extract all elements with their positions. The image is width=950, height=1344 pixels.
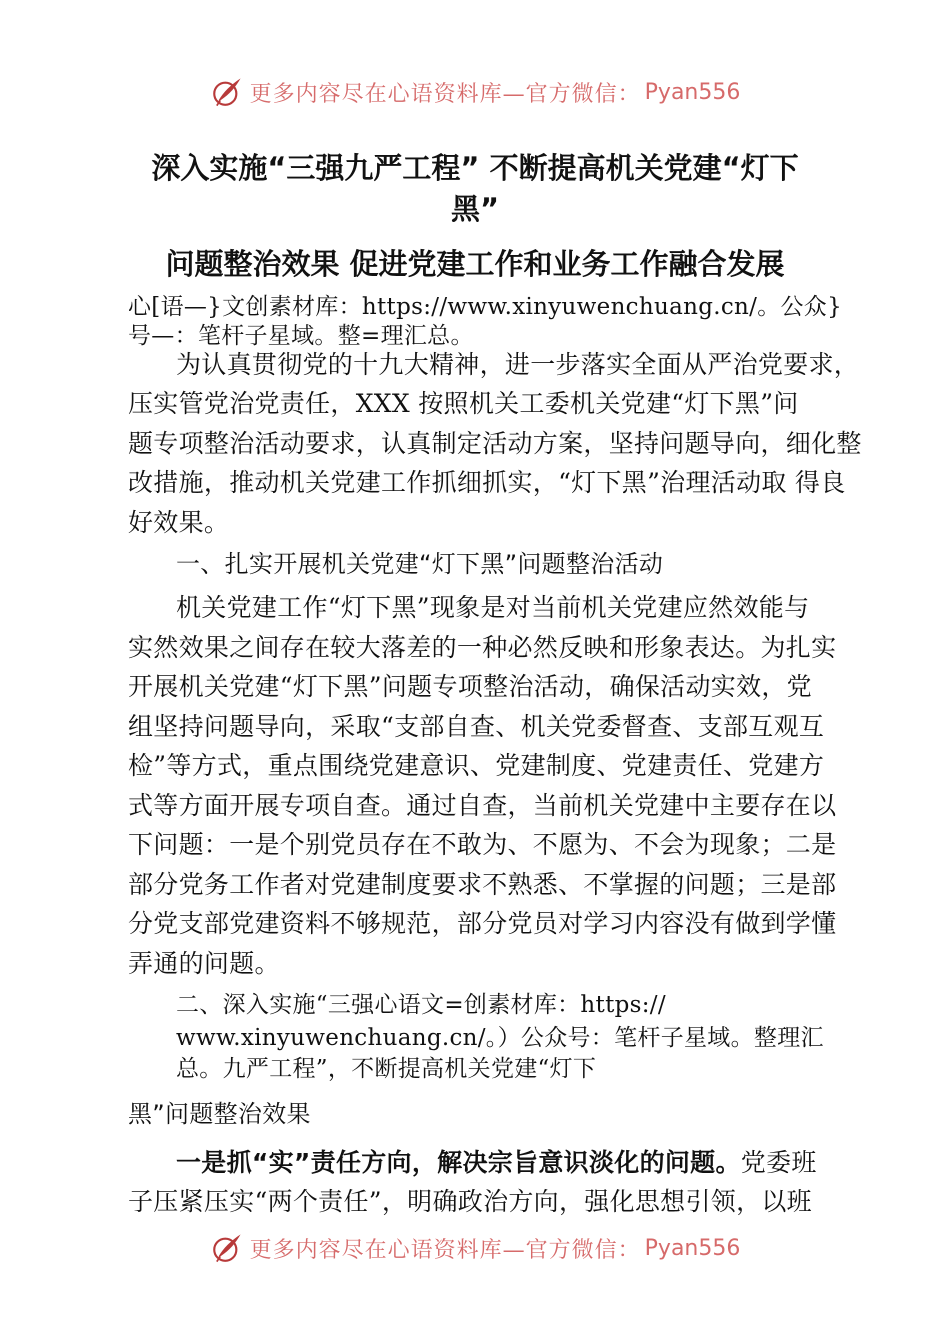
- intro-line: 题专项整治活动要求，认真制定活动方案，坚持问题导向，细化整: [128, 429, 862, 458]
- header-wechat-id: Pyan556: [644, 79, 741, 105]
- section-1-line: 弄通的问题。: [128, 949, 280, 978]
- section-1-line: 部分党务工作者对党建制度要求不熟悉、不掌握的问题；三是部: [128, 870, 837, 899]
- intro-line: 压实管党治党责任，XXX 按照机关工委机关党建“灯下黑”问: [128, 389, 799, 418]
- footer-wechat-id: Pyan556: [644, 1235, 741, 1261]
- header-banner-text: 更多内容尽在心语资料库—官方微信：: [249, 81, 641, 107]
- footer-banner-text: 更多内容尽在心语资料库—官方微信：: [249, 1237, 641, 1263]
- point-1-line-2: 子压紧压实“两个责任”，明确政治方向，强化思想引领，以班: [128, 1187, 812, 1216]
- section-2-heading-line-3: 总。九严工程”，不断提高机关党建“灯下: [176, 1056, 597, 1082]
- title-line-1: 深入实施“三强九严工程” 不断提高机关党建“灯下: [151, 151, 799, 185]
- feather-pen-logo-icon: [210, 75, 244, 109]
- section-2-heading-line-4: 黑”问题整治效果: [128, 1100, 311, 1128]
- footer-banner: [0, 1228, 950, 1268]
- section-2-heading-line-1: 二、深入实施“三强心语文=创素材库：https://: [176, 992, 666, 1018]
- point-1-bold-lead: 一是抓“实”责任方向，解决宗旨意识淡化的问题。: [176, 1148, 741, 1177]
- source-note-line-1: 心[语—}文创素材库：https://www.xinyuwenchuang.cn/。公众}: [128, 294, 843, 320]
- point-1-rest: 党委班: [740, 1148, 817, 1177]
- section-1-line: 下问题：一是个别党员存在不敢为、不愿为、不会为现象；二是: [128, 830, 837, 859]
- section-2-heading-line-2: www.xinyuwenchuang.cn/。）公众号：笔杆子星域。整理汇: [176, 1025, 824, 1051]
- section-1-line: 实然效果之间存在较大落差的一种必然反映和形象表达。为扎实: [128, 633, 837, 662]
- section-1-line: 分党支部党建资料不够规范，部分党员对学习内容没有做到学懂: [128, 909, 837, 938]
- title-line-2: 黑”: [450, 192, 500, 226]
- section-1-line: 式等方面开展专项自查。通过自查，当前机关党建中主要存在以: [128, 791, 837, 820]
- section-1-line: 组坚持问题导向，采取“支部自查、机关党委督查、支部互观互: [128, 712, 825, 741]
- section-1-line: 开展机关党建“灯下黑”问题专项整治活动，确保活动实效，党: [128, 672, 812, 701]
- title-line-3: 问题整治效果 促进党建工作和业务工作融合发展: [165, 247, 785, 281]
- intro-line: 好效果。: [128, 508, 230, 537]
- header-banner: [0, 72, 950, 112]
- section-1-heading: 一、扎实开展机关党建“灯下黑”问题整治活动: [176, 550, 664, 578]
- section-1-line: 机关党建工作“灯下黑”现象是对当前机关党建应然效能与: [176, 593, 810, 622]
- section-1-line: 检”等方式，重点围绕党建意识、党建制度、党建责任、党建方: [128, 751, 825, 780]
- intro-line: 为认真贯彻党的十九大精神，进一步落实全面从严治党要求，: [176, 350, 860, 379]
- feather-pen-logo-icon: [210, 1231, 244, 1265]
- source-note-line-2: 号—：笔杆子星域。整=理汇总。: [128, 323, 474, 349]
- point-1-line-1: [176, 1143, 817, 1179]
- intro-line: 改措施，推动机关党建工作抓细抓实，“灯下黑”治理活动取 得良: [128, 468, 846, 497]
